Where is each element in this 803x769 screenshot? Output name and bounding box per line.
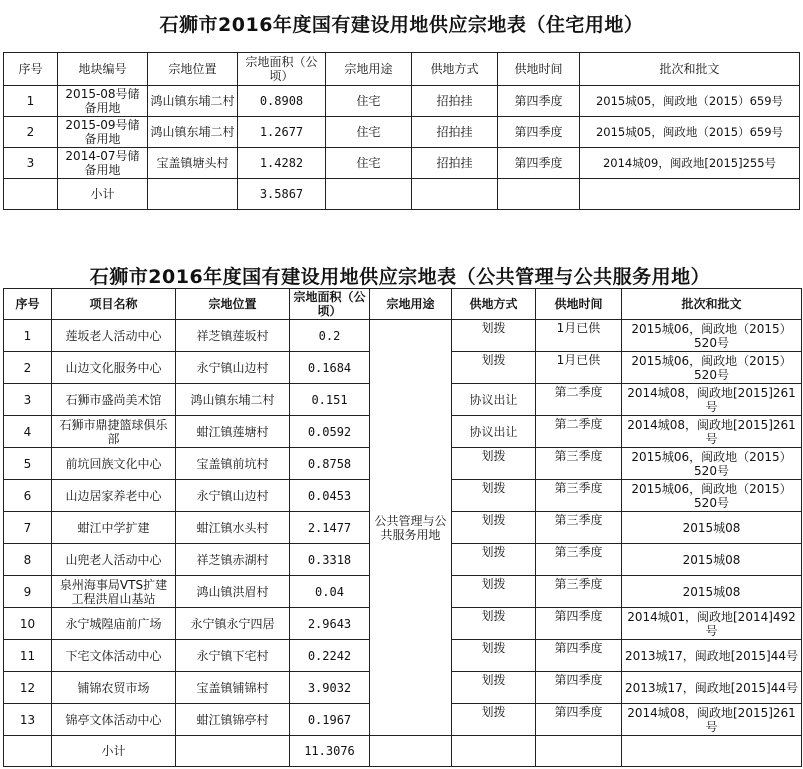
cell-approval: 2013城17，闽政地[2015]44号 xyxy=(622,672,802,704)
cell-time: 第三季度 xyxy=(536,544,622,576)
cell-no: 5 xyxy=(4,448,52,480)
cell-area: 0.0592 xyxy=(290,416,370,448)
cell-code: 2015-09号储备用地 xyxy=(58,117,148,148)
cell-empty xyxy=(580,179,800,210)
cell-name: 铺锦农贸市场 xyxy=(52,672,176,704)
cell-use: 住宅 xyxy=(326,86,412,117)
cell-location: 永宁镇山边村 xyxy=(176,352,290,384)
subtotal-area: 3.5867 xyxy=(238,179,326,210)
cell-location: 鸿山镇东埔二村 xyxy=(148,117,238,148)
cell-method: 划拨 xyxy=(452,576,536,608)
cell-approval: 2013城17，闽政地[2015]44号 xyxy=(622,640,802,672)
cell-area: 0.04 xyxy=(290,576,370,608)
cell-name: 山边文化服务中心 xyxy=(52,352,176,384)
cell-time: 1月已供 xyxy=(536,320,622,352)
cell-location: 祥芝镇赤湖村 xyxy=(176,544,290,576)
cell-approval: 2015城08 xyxy=(622,544,802,576)
cell-empty xyxy=(412,179,498,210)
cell-area: 1.2677 xyxy=(238,117,326,148)
cell-area: 0.1684 xyxy=(290,352,370,384)
cell-approval: 2015城08 xyxy=(622,512,802,544)
cell-location: 永宁镇下宅村 xyxy=(176,640,290,672)
header-method: 供地方式 xyxy=(452,289,536,320)
cell-name: 蚶江中学扩建 xyxy=(52,512,176,544)
cell-name: 锦亭文体活动中心 xyxy=(52,704,176,736)
cell-location: 永宁镇山边村 xyxy=(176,480,290,512)
cell-approval: 2015城05，闽政地（2015）659号 xyxy=(580,86,800,117)
cell-area: 1.4282 xyxy=(238,148,326,179)
header-location: 宗地位置 xyxy=(176,289,290,320)
cell-location: 祥芝镇莲坂村 xyxy=(176,320,290,352)
header-method: 供地方式 xyxy=(412,53,498,86)
cell-time: 第二季度 xyxy=(536,416,622,448)
cell-area: 0.1967 xyxy=(290,704,370,736)
cell-time: 第四季度 xyxy=(498,117,580,148)
cell-no: 6 xyxy=(4,480,52,512)
cell-time: 第四季度 xyxy=(536,704,622,736)
cell-area: 0.0453 xyxy=(290,480,370,512)
cell-method: 划拨 xyxy=(452,352,536,384)
cell-location: 蚶江镇莲塘村 xyxy=(176,416,290,448)
cell-method: 划拨 xyxy=(452,480,536,512)
cell-time: 第四季度 xyxy=(536,608,622,640)
cell-time: 第三季度 xyxy=(536,576,622,608)
cell-approval: 2014城08，闽政地[2015]261号 xyxy=(622,384,802,416)
cell-approval: 2015城06，闽政地（2015）520号 xyxy=(622,352,802,384)
cell-method: 划拨 xyxy=(452,640,536,672)
table-row xyxy=(4,320,802,352)
cell-no: 1 xyxy=(4,86,58,117)
cell-area: 2.9643 xyxy=(290,608,370,640)
subtotal-label: 小计 xyxy=(58,179,148,210)
cell-name: 永宁城隍庙前广场 xyxy=(52,608,176,640)
cell-method: 划拨 xyxy=(452,544,536,576)
cell-no: 9 xyxy=(4,576,52,608)
header-code: 地块编号 xyxy=(58,53,148,86)
cell-approval: 2015城06，闽政地（2015）520号 xyxy=(622,448,802,480)
cell-time: 第三季度 xyxy=(536,448,622,480)
cell-name: 莲坂老人活动中心 xyxy=(52,320,176,352)
subtotal-row xyxy=(4,179,800,210)
cell-location: 宝盖镇前坑村 xyxy=(176,448,290,480)
cell-area: 0.2242 xyxy=(290,640,370,672)
cell-location: 永宁镇永宁四居 xyxy=(176,608,290,640)
cell-empty xyxy=(370,736,452,767)
cell-name: 石狮市盛尚美术馆 xyxy=(52,384,176,416)
cell-empty xyxy=(536,736,622,767)
table1-header-row xyxy=(4,53,800,86)
cell-name: 山边居家养老中心 xyxy=(52,480,176,512)
cell-no: 2 xyxy=(4,117,58,148)
cell-name: 前坑回族文化中心 xyxy=(52,448,176,480)
cell-method: 划拨 xyxy=(452,448,536,480)
cell-time: 第四季度 xyxy=(536,640,622,672)
cell-no: 1 xyxy=(4,320,52,352)
cell-use: 住宅 xyxy=(326,148,412,179)
cell-name: 下宅文体活动中心 xyxy=(52,640,176,672)
cell-approval: 2014城09，闽政地[2015]255号 xyxy=(580,148,800,179)
cell-code: 2015-08号储备用地 xyxy=(58,86,148,117)
public-service-land-table xyxy=(3,288,802,767)
cell-name: 山兜老人活动中心 xyxy=(52,544,176,576)
cell-empty xyxy=(326,179,412,210)
cell-time: 第四季度 xyxy=(536,672,622,704)
table2-title: 石狮市2016年度国有建设用地供应宗地表（公共管理与公共服务用地） xyxy=(89,266,711,288)
cell-area: 0.3318 xyxy=(290,544,370,576)
cell-method: 招拍挂 xyxy=(412,117,498,148)
cell-time: 1月已供 xyxy=(536,352,622,384)
header-approval: 批次和批文 xyxy=(622,289,802,320)
table1-title: 石狮市2016年度国有建设用地供应宗地表（住宅用地） xyxy=(159,14,644,36)
cell-method: 协议出让 xyxy=(452,416,536,448)
cell-approval: 2014城08，闽政地[2015]261号 xyxy=(622,704,802,736)
cell-empty xyxy=(4,179,58,210)
cell-empty xyxy=(622,736,802,767)
cell-area: 2.1477 xyxy=(290,512,370,544)
cell-method: 划拨 xyxy=(452,608,536,640)
cell-time: 第三季度 xyxy=(536,512,622,544)
cell-empty xyxy=(498,179,580,210)
header-no: 序号 xyxy=(4,289,52,320)
cell-location: 鸿山镇东埔二村 xyxy=(176,384,290,416)
cell-name: 泉州海事局VTS扩建工程洪眉山基站 xyxy=(52,576,176,608)
header-location: 宗地位置 xyxy=(148,53,238,86)
table-row xyxy=(4,117,800,148)
cell-no: 8 xyxy=(4,544,52,576)
cell-area: 0.8908 xyxy=(238,86,326,117)
cell-time: 第四季度 xyxy=(498,86,580,117)
table2-header-row xyxy=(4,289,802,320)
subtotal-area: 11.3076 xyxy=(290,736,370,767)
cell-method: 划拨 xyxy=(452,320,536,352)
cell-location: 宝盖镇塘头村 xyxy=(148,148,238,179)
cell-method: 招拍挂 xyxy=(412,86,498,117)
header-time: 供地时间 xyxy=(536,289,622,320)
cell-no: 3 xyxy=(4,384,52,416)
residential-land-table xyxy=(3,52,800,210)
cell-empty xyxy=(4,736,52,767)
subtotal-row xyxy=(4,736,802,767)
header-approval: 批次和批文 xyxy=(580,53,800,86)
header-area: 宗地面积（公顷） xyxy=(238,53,326,86)
cell-no: 7 xyxy=(4,512,52,544)
header-time: 供地时间 xyxy=(498,53,580,86)
table-row xyxy=(4,148,800,179)
table-row xyxy=(4,86,800,117)
cell-no: 3 xyxy=(4,148,58,179)
cell-location: 鸿山镇洪眉村 xyxy=(176,576,290,608)
cell-use-merged: 公共管理与公共服务用地 xyxy=(370,320,452,736)
cell-approval: 2015城05，闽政地（2015）659号 xyxy=(580,117,800,148)
cell-empty xyxy=(452,736,536,767)
cell-location: 蚶江镇水头村 xyxy=(176,512,290,544)
cell-approval: 2015城06，闽政地（2015）520号 xyxy=(622,320,802,352)
cell-method: 划拨 xyxy=(452,672,536,704)
cell-approval: 2014城01，闽政地[2014]492号 xyxy=(622,608,802,640)
cell-no: 2 xyxy=(4,352,52,384)
cell-area: 0.8758 xyxy=(290,448,370,480)
cell-area: 0.151 xyxy=(290,384,370,416)
cell-code: 2014-07号储备用地 xyxy=(58,148,148,179)
subtotal-label: 小计 xyxy=(52,736,176,767)
cell-method: 划拨 xyxy=(452,704,536,736)
header-no: 序号 xyxy=(4,53,58,86)
header-area: 宗地面积（公顷） xyxy=(290,289,370,320)
cell-name: 石狮市鼎捷篮球俱乐部 xyxy=(52,416,176,448)
cell-no: 11 xyxy=(4,640,52,672)
cell-empty xyxy=(176,736,290,767)
cell-area: 3.9032 xyxy=(290,672,370,704)
cell-approval: 2014城08，闽政地[2015]261号 xyxy=(622,416,802,448)
cell-location: 鸿山镇东埔二村 xyxy=(148,86,238,117)
cell-location: 蚶江镇锦亭村 xyxy=(176,704,290,736)
cell-location: 宝盖镇铺锦村 xyxy=(176,672,290,704)
cell-empty xyxy=(148,179,238,210)
cell-no: 4 xyxy=(4,416,52,448)
cell-time: 第二季度 xyxy=(536,384,622,416)
cell-time: 第四季度 xyxy=(498,148,580,179)
cell-time: 第三季度 xyxy=(536,480,622,512)
cell-no: 12 xyxy=(4,672,52,704)
cell-approval: 2015城08 xyxy=(622,576,802,608)
cell-approval: 2015城06，闽政地（2015）520号 xyxy=(622,480,802,512)
cell-method: 协议出让 xyxy=(452,384,536,416)
cell-use: 住宅 xyxy=(326,117,412,148)
cell-no: 13 xyxy=(4,704,52,736)
cell-method: 招拍挂 xyxy=(412,148,498,179)
header-name: 项目名称 xyxy=(52,289,176,320)
header-use: 宗地用途 xyxy=(326,53,412,86)
cell-area: 0.2 xyxy=(290,320,370,352)
header-use: 宗地用途 xyxy=(370,289,452,320)
cell-no: 10 xyxy=(4,608,52,640)
cell-method: 划拨 xyxy=(452,512,536,544)
